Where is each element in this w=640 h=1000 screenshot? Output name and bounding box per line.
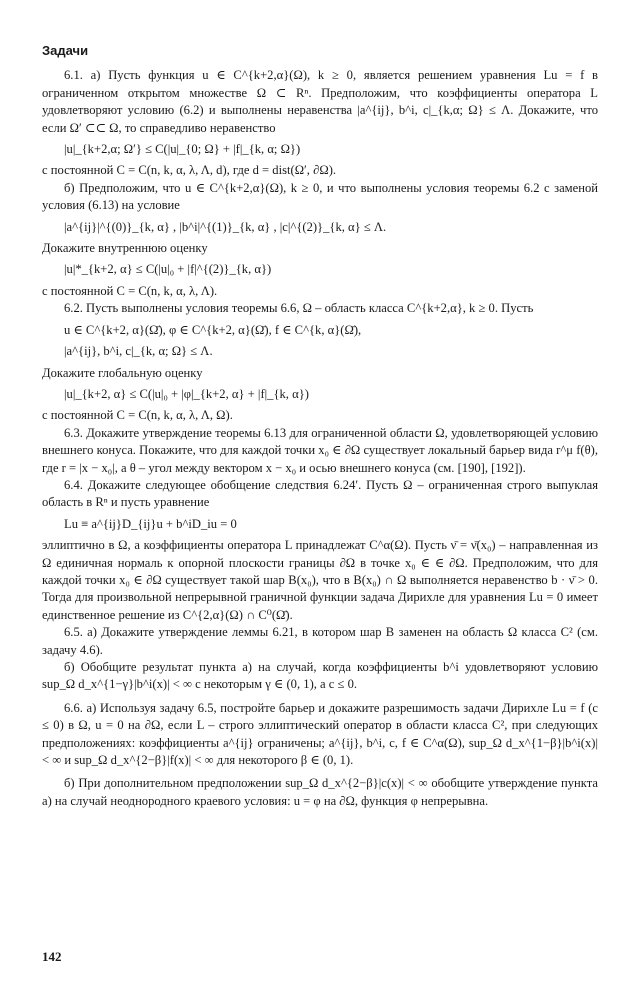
paragraph: 6.3. Докажите утверждение теоремы 6.13 для ограниченной области Ω, удовлетворяющей условию внешнего конуса. Покажите, что для каждой точки x₀ ∈ ∂Ω существует локальный барьер вида r^μ f(θ), где r = |x − x₀|, а θ – угол между вектором x − x₀ и осью внешнего конуса (см. [190], [192]). — [42, 425, 598, 475]
paragraph: с постоянной C = C(n, k, α, λ, Λ, d), где d = dist(Ω′, ∂Ω). — [42, 163, 337, 178]
page-body — [42, 67, 598, 810]
display-formula: Lu ≡ a^{ij}D_{ij}u + b^iD_iu = 0 — [64, 516, 237, 531]
paragraph: б) Обобщите результат пункта а) на случай, когда коэффициенты b^i удовлетворяют условию sup_Ω d_x^{1−γ}|b^i(x)| < ∞ с некоторым γ ∈ (0, 1), а c ≤ 0. — [42, 660, 598, 692]
paragraph: 6.5. а) Докажите утверждение леммы 6.21, в котором шар B заменен на область Ω класса C² (см. задачу 4.6). — [42, 625, 598, 657]
paragraph: 6.4. Докажите следующее обобщение следствия 6.24′. Пусть Ω – ограниченная строго выпуклая область в Rⁿ и пусть уравнение — [42, 477, 598, 510]
display-formula: |u|*_{k+2, α} ≤ C(|u|₀ + |f|^{(2)}_{k, α}) — [64, 262, 272, 277]
paragraph: эллиптично в Ω, а коэффициенты оператора L принадлежат C^α(Ω). Пусть ν̄ = ν̄(x₀) – направленная из Ω единичная нормаль к опорной плоскости границы ∂Ω в точке x₀ ∈ ∈ ∂Ω. Предположим, что для каждой точки x₀ ∈ ∂Ω существует такой шар B(x₀), что в B(x₀) ∩ Ω выполняется неравенство b · ν̄ > 0. Тогда для произвольной непрерывной граничной функции задача Дирихле для уравнения Lu = 0 имеет единственное решение из C^{2,α}(Ω) ∩ C⁰(Ω̄). — [42, 538, 598, 622]
paragraph: Докажите глобальную оценку — [42, 365, 203, 380]
display-formula: |a^{ij}|^{(0)}_{k, α} , |b^i|^{(1)}_{k, α} , |c|^{(2)}_{k, α} ≤ Λ. — [64, 219, 387, 234]
display-formula: |u|_{k+2, α} ≤ C(|u|₀ + |φ|_{k+2, α} + |f|_{k, α}) — [64, 386, 309, 401]
display-formula: |u|_{k+2,α; Ω′} ≤ C(|u|_{0; Ω} + |f|_{k, α; Ω}) — [64, 142, 301, 157]
paragraph: с постоянной C = C(n, k, α, λ, Λ, Ω). — [42, 408, 233, 423]
display-formula: |a^{ij}, b^i, c|_{k, α; Ω} ≤ Λ. — [64, 344, 213, 359]
paragraph: 6.6. а) Используя задачу 6.5, постройте барьер и докажите разрешимость задачи Дирихле Lu = f (c ≤ 0) в Ω, u = 0 на ∂Ω, если L – строго эллиптический оператор в области класса C², при следующих предположениях: коэффициенты a^{ij} ограничены; a^{ij}, b^i, c, f ∈ C^α(Ω), sup_Ω d_x^{1−β}|b^i(x)| < ∞ и sup_Ω d_x^{2−β}|f(x)| < ∞ для некоторого β ∈ (0, 1). — [42, 700, 598, 768]
display-formula: u ∈ C^{k+2, α}(Ω̄), φ ∈ C^{k+2, α}(Ω̄), f ∈ C^{k, α}(Ω̄), — [64, 322, 362, 337]
paragraph: б) При дополнительном предположении sup_Ω d_x^{2−β}|c(x)| < ∞ обобщите утверждение пункта а) на случай неоднородного краевого условия: u = φ на ∂Ω, функция φ непрерывна. — [42, 776, 598, 808]
section-heading: Задачи — [42, 43, 89, 58]
paragraph: б) Предположим, что u ∈ C^{k+2,α}(Ω), k ≥ 0, и что выполнены условия теоремы 6.2 с заменой условия (6.13) на условие — [42, 180, 598, 213]
paragraph: 6.2. Пусть выполнены условия теоремы 6.6, Ω – область класса C^{k+2,α}, k ≥ 0. Пусть — [64, 301, 534, 316]
page-number: 142 — [42, 949, 62, 964]
paragraph: Докажите внутреннюю оценку — [42, 241, 208, 256]
paragraph: 6.1. а) Пусть функция u ∈ C^{k+2,α}(Ω), k ≥ 0, является решением уравнения Lu = f в ограниченном открытом множестве Ω ⊂ Rⁿ. Предположим, что коэффициенты оператора L удовлетворяют условию (6.2) и выполнены неравенства |a^{ij}, b^i, c|_{k,α; Ω} ≤ Λ. Докажите, что если Ω′ ⊂⊂ Ω, то справедливо неравенство — [42, 68, 598, 135]
paragraph: с постоянной C = C(n, k, α, λ, Λ). — [42, 283, 218, 298]
